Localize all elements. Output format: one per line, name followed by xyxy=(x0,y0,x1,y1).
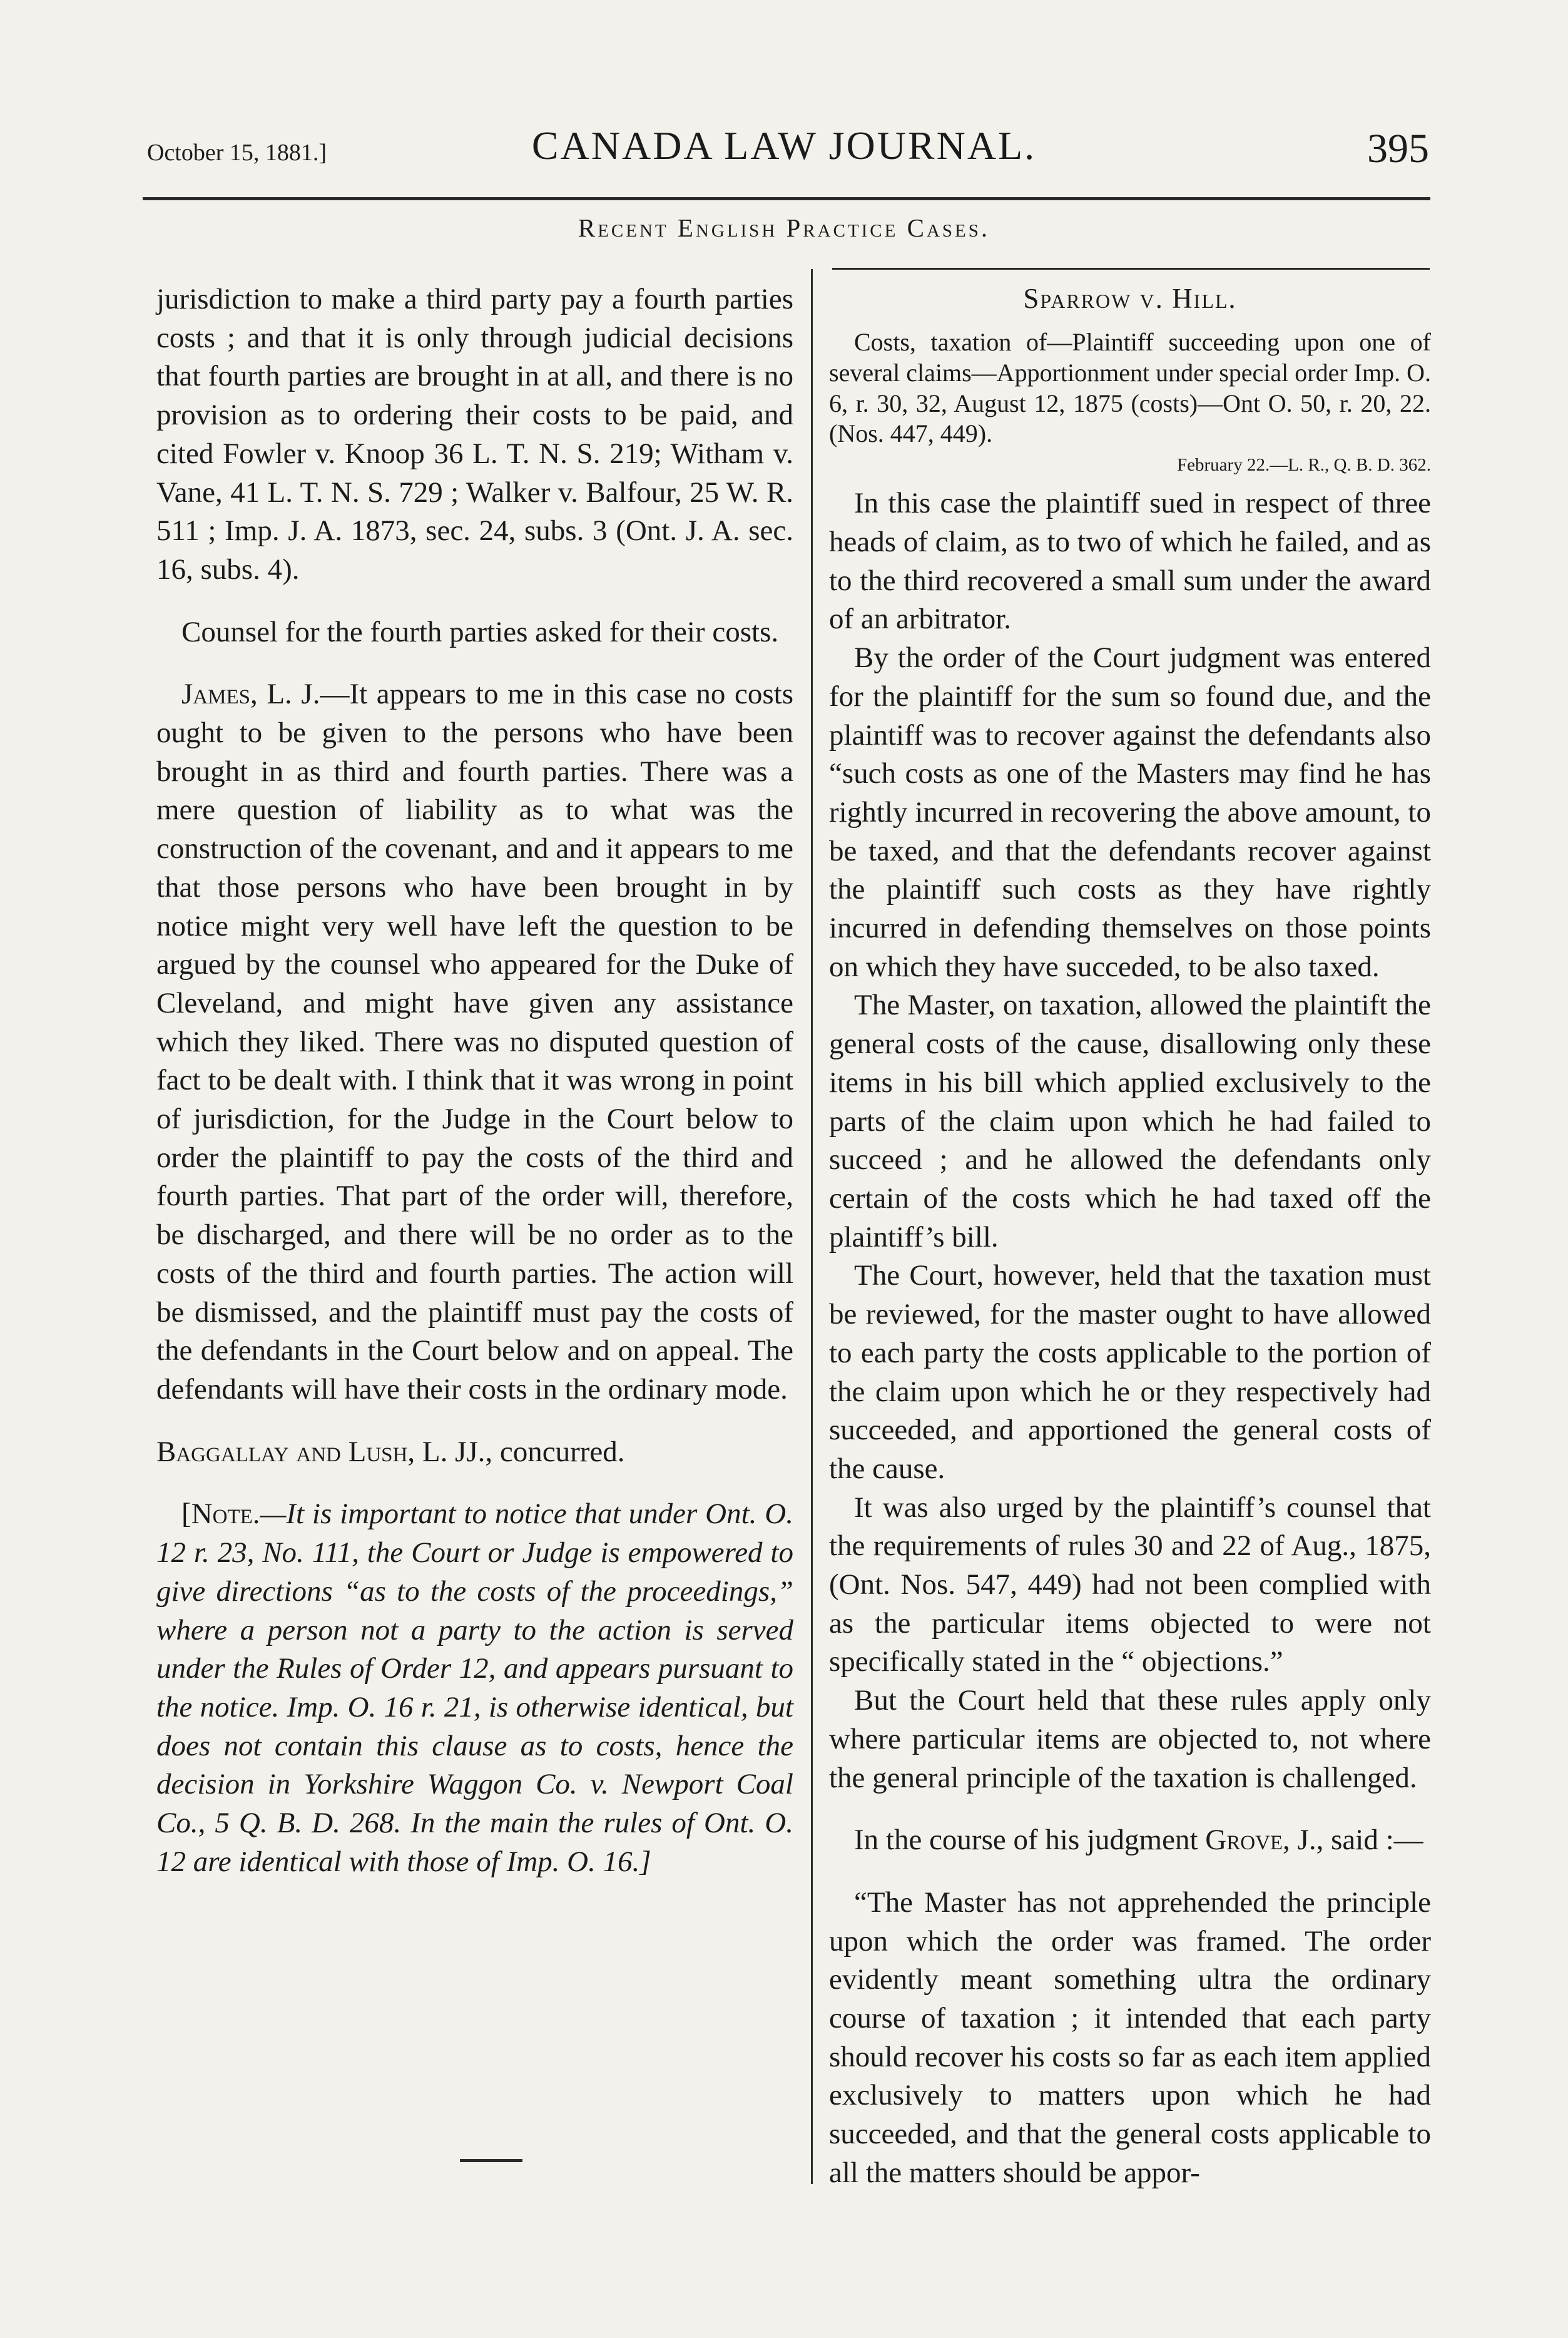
right-paragraph-5: It was also urged by the plaintiff’s counsel that the requirements of rules 30 and 22 of Aug., 1875, (Ont. Nos. 547, 449) had not been complied with as the particular items objected to were not specifically stated in the “ objections.” xyxy=(829,1491,1431,1678)
journal-title: CANADA LAW JOURNAL. xyxy=(531,123,1037,168)
left-paragraph-3 xyxy=(156,675,793,1409)
page-number: 395 xyxy=(1367,126,1429,171)
right-paragraph-4: The Court, however, held that the taxation must be reviewed, for the master ought to have allowed to each party the costs applicable to the portion of the claim upon which he or they respectively had succeeded, and apportioned the general costs of the cause. xyxy=(829,1259,1431,1485)
end-dash xyxy=(460,2159,522,2162)
judgment-intro: In the course of his judgment xyxy=(854,1824,1206,1857)
case-citation: February 22.—L. R., Q. B. D. 362. xyxy=(1177,455,1431,476)
case-title: Sparrow v. Hill. xyxy=(1023,283,1237,314)
concurring-judges: Baggallay and Lush, xyxy=(156,1435,415,1468)
right-column xyxy=(829,280,1431,2193)
note-label: [Note. xyxy=(181,1498,260,1531)
right-paragraph-3: The Master, on taxation, allowed the plaintift the general costs of the cause, disallowing only these items in his bill which applied exclusively to the parts of the claim upon which he had failed to succeed ; and he allowed the defendants only certain of the costs which he had taxed off the plaintiff’s bill. xyxy=(829,989,1431,1253)
left-paragraph-1: jurisdiction to make a third party pay a fourth parties costs ; and that it is only through judicial decisions that fourth parties are brought in at all, and there is no provision as to ordering their costs to be paid, and cited Fowler v. Knoop 36 L. T. N. S. 219; Witham v. Vane, 41 L. T. N. S. 729 ; Walker v. Balfour, 25 W. R. 511 ; Imp. J. A. 1873, sec. 24, subs. 3 (Ont. J. A. sec. 16, subs. 4). xyxy=(156,283,793,586)
judgment-text: —It appears to me in this case no costs ought to be given to the persons who have been brought in as third and fourth parties. There was a mere question of liability as to what was the construction of the covenant, and and it appears to me that those persons who have been brought in by notice might very well have left the question to be argued by the counsel who appeared for the Duke of Cleveland, and might have given any assistance which they liked. There was no disputed question of fact to be dealt with. I think that it was wrong in point of jurisdiction, for the Judge in the Court below to order the plaintiff to pay the costs of the third and fourth parties. That part of the order will, therefore, be discharged, and there will be no order as to the costs of the third and fourth parties. The action will be dismissed, and the plaintiff must pay the costs of the defendants in the Court below and on appeal. The defendants will have their costs in the ordinary mode. xyxy=(156,678,793,1406)
concurred-text: L. JJ., concurred. xyxy=(415,1435,625,1468)
header-rule xyxy=(143,197,1430,200)
right-paragraph-1: In this case the plaintiff sued in respect of three heads of claim, as to two of which he failed, and as to the third recovered a small sum under the award of an arbitrator. xyxy=(829,487,1431,636)
left-paragraph-2: Counsel for the fourth parties asked for their costs. xyxy=(181,615,779,648)
right-paragraph-7 xyxy=(829,1821,1431,1860)
right-paragraph-2: By the order of the Court judgment was entered for the plaintiff for the sum so found due, and the plaintiff was to recover against the defendants also “such costs as one of the Masters may find he has rightly incurred in recovering the above amount, to be taxed, and that the defendants recover against the plaintiff such costs as they have rightly incurred in defending themselves on those points on which they have succeded, to be also taxed. xyxy=(829,641,1431,983)
case-headnote: Costs, taxation of—Plaintiff succeeding upon one of several claims—Apportionment under special order Imp. O. 6, r. 30, 32, August 12, 1875 (costs)—Ont O. 50, r. 20, 22. (Nos. 447, 449). xyxy=(829,328,1431,448)
right-paragraph-6: But the Court held that these rules apply only where particular items are objected to, not where the general principle of the taxation is challenged. xyxy=(829,1684,1431,1794)
header-date: October 15, 1881.] xyxy=(147,140,327,166)
judge-grove: Grove, J., xyxy=(1205,1824,1324,1857)
note-text: —It is important to notice that under Ont. O. 12 r. 23, No. 111, the Court or Judge is empowered to give directions “as to the costs of the proceedings,” where a person not a party to the action is served under the Rules of Order 12, and appears pursuant to the notice. Imp. O. 16 r. 21, is otherwise identical, but does not contain this clause as to costs, hence the decision in Yorkshire Waggon Co. v. Newport Coal Co., 5 Q. B. D. 268. In the main the rules of Ont. O. 12 are identical with those of Imp. O. 16.] xyxy=(156,1498,793,1878)
right-paragraph-8: “The Master has not apprehended the principle upon which the order was framed. The order evidently meant something ultra the ordinary course of taxation ; it intended that each party should recover his costs so far as each item applied exclusively to matters upon which he had succeeded, and that the general costs applicable to all the matters should be appor- xyxy=(829,1886,1431,2189)
left-column xyxy=(156,280,793,1881)
section-rule xyxy=(832,268,1430,270)
said-text: said :— xyxy=(1323,1824,1423,1857)
column-divider xyxy=(811,269,813,2184)
judge-name: James, L. J. xyxy=(181,678,320,711)
left-paragraph-4 xyxy=(156,1433,793,1472)
section-title: Recent English Practice Cases. xyxy=(578,213,990,242)
editor-note xyxy=(156,1495,793,1881)
